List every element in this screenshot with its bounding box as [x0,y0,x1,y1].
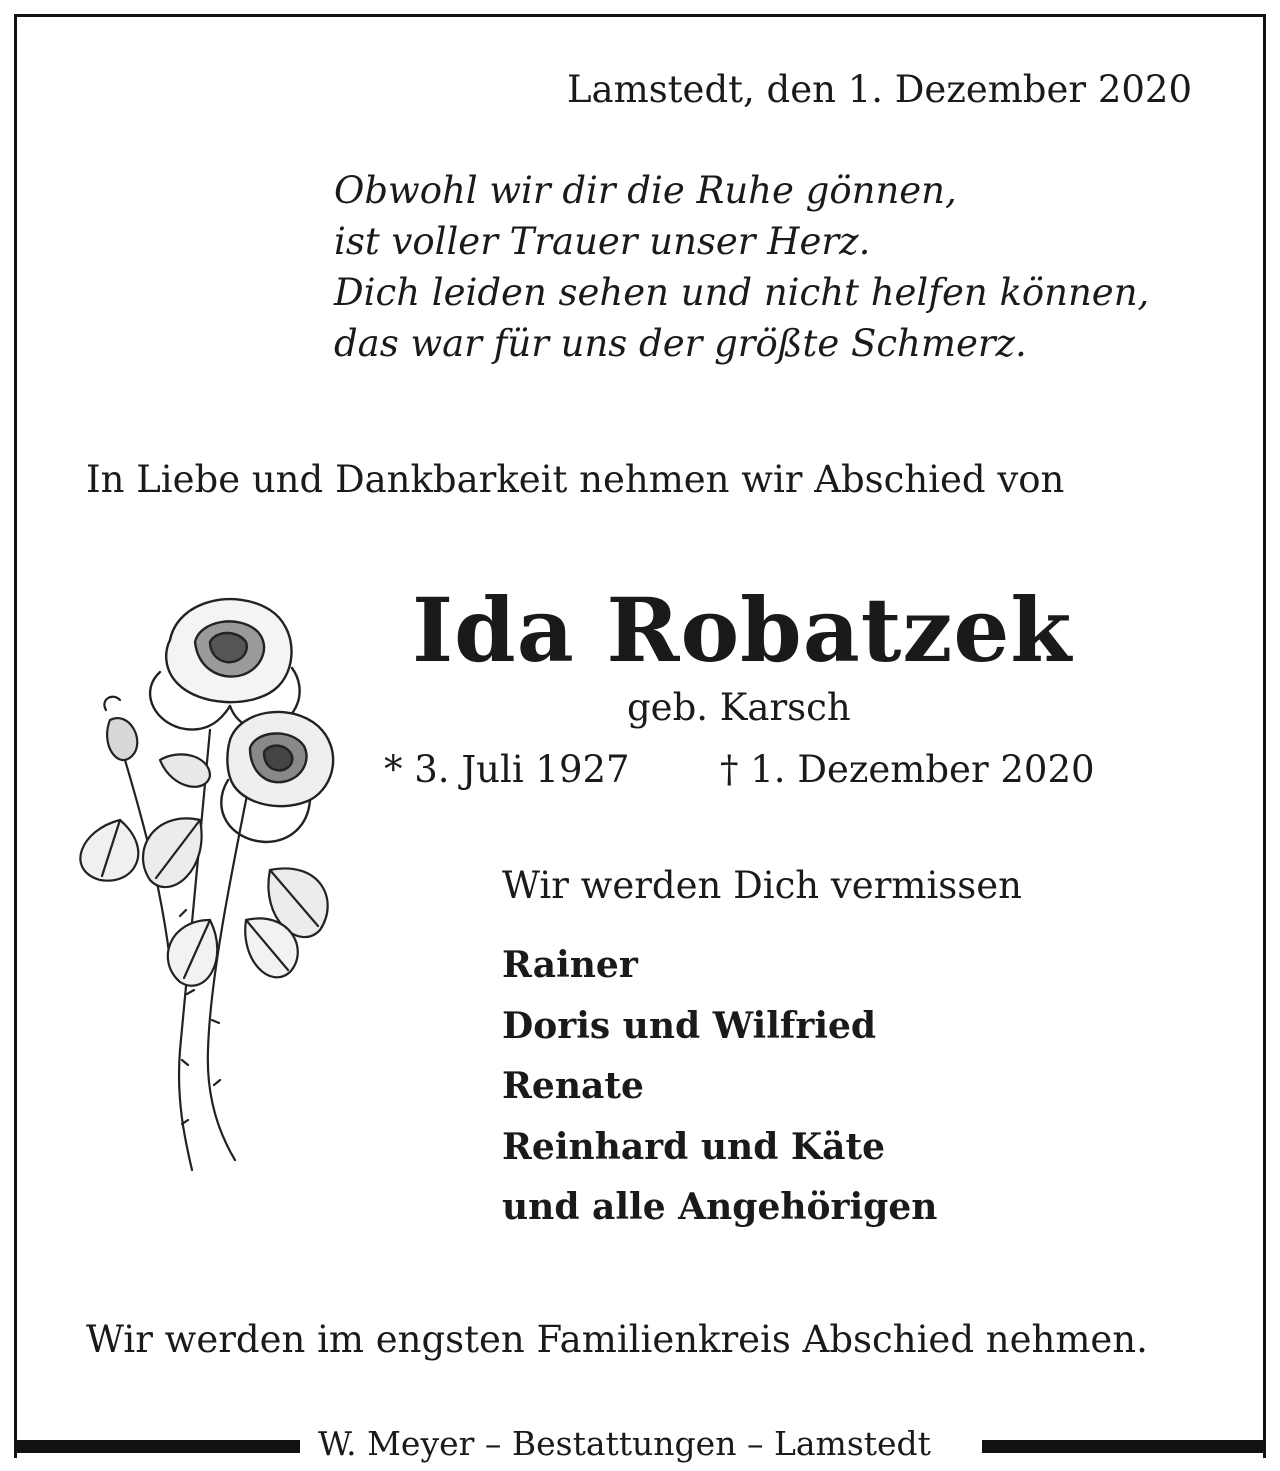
mourning-statement: Wir werden Dich vermissen [502,864,1023,907]
death-date: † 1. Dezember 2020 [720,748,1095,791]
birth-name: geb. Karsch [627,686,851,729]
poem [334,165,1149,369]
place-date: Lamstedt, den 1. Dezember 2020 [566,68,1192,111]
poem-line: ist voller Trauer unser Herz. [334,220,871,263]
intro-text: In Liebe und Dankbarkeit nehmen wir Abschied von [86,458,1065,501]
poem-line: Dich leiden sehen und nicht helfen können, [334,271,1150,314]
mourner-name: Doris und Wilfried [502,1004,877,1047]
deceased-name: Ida Robatzek [412,578,1073,682]
mourner-name: Renate [502,1065,644,1107]
undertaker-credit: W. Meyer – Bestattungen – Lamstedt [318,1424,931,1463]
poem-line: Obwohl wir dir die Ruhe gönnen, [334,169,957,212]
rose-illustration-icon [60,580,350,1180]
mourner-name: und alle Angehörigen [502,1186,938,1228]
birth-date: * 3. Juli 1927 [384,748,630,791]
poem-line: das war für uns der größte Schmerz. [334,322,1027,365]
mourners-list [502,935,937,1238]
mourner-name: Rainer [502,944,638,986]
footer-rule-right [982,1440,1266,1453]
footer-rule-left [14,1440,300,1453]
closing-note: Wir werden im engsten Familienkreis Abschied nehmen. [86,1318,1148,1361]
mourner-name: Reinhard und Käte [502,1125,886,1168]
